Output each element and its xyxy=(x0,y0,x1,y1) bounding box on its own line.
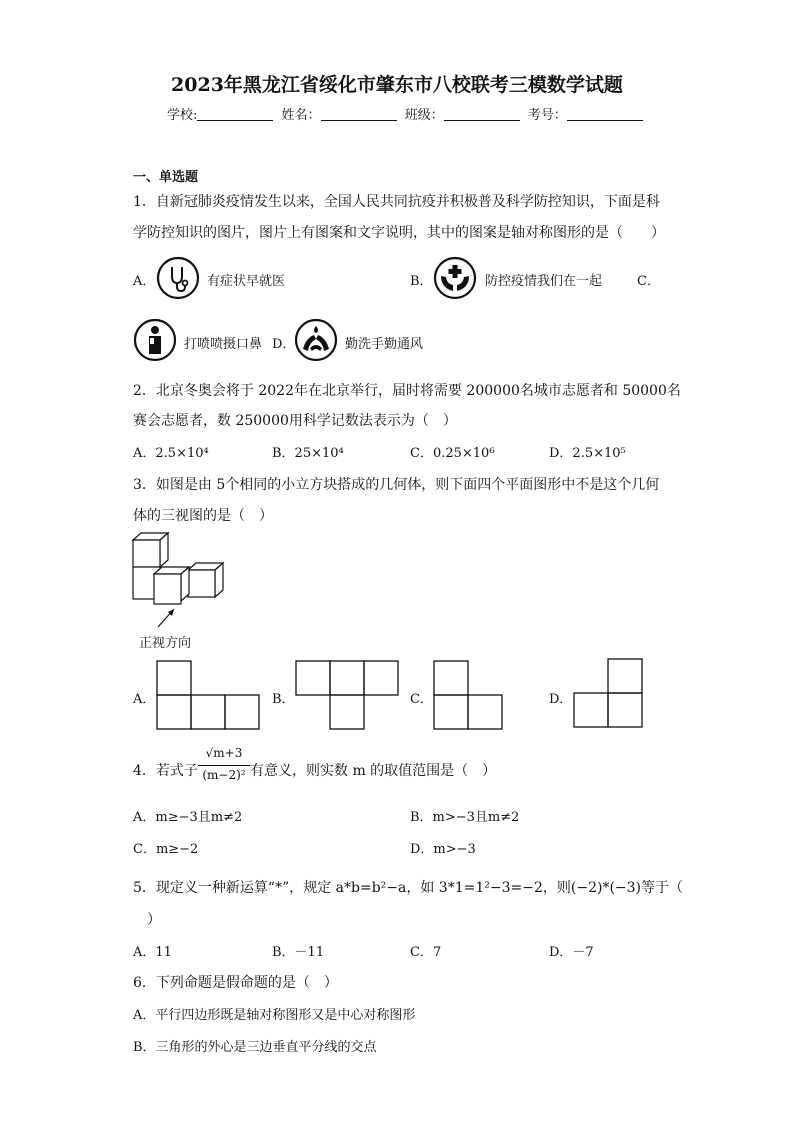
q1-option-a-label: A． xyxy=(133,274,156,289)
q4-option-b: B．m>−3且m≠2 xyxy=(410,810,520,825)
exam-no-label: 考号： xyxy=(527,108,567,123)
q1-option-a-text: 有症状早就医 xyxy=(207,274,286,289)
q3-option-c-label: C． xyxy=(410,692,433,707)
q3-option-d-label: D． xyxy=(549,692,573,707)
q4-lead: 4．若式子 xyxy=(133,763,198,779)
q4-option-c: C．m≥−2 xyxy=(133,842,199,857)
q5-line2: ） xyxy=(133,912,161,928)
handwash-icon xyxy=(294,318,338,362)
q5-option-c: C．7 xyxy=(410,945,442,960)
q3-line1: 3．如图是由 5个相同的小立方块搭成的几何体，则下面四个平面图形中不是这个几何 xyxy=(133,477,660,493)
q3-line2: 体的三视图的是（ ） xyxy=(133,508,273,524)
name-blank xyxy=(321,108,397,121)
q5-option-a: A．11 xyxy=(133,945,172,960)
q5-line1: 5．现定义一种新运算“*”，规定 a*b=b²−a，如 3*1=1²−3=−2，则(−2)*(−3)等于（ xyxy=(133,880,684,896)
q1-line1: 1．自新冠肺炎疫情发生以来，全国人民共同抗疫并积极普及科学防控知识，下面是科 xyxy=(133,194,660,210)
stethoscope-icon xyxy=(156,256,200,300)
q2-line1: 2．北京冬奥会将于 2022年在北京举行，届时将需要 200000名城市志愿者和 50000名 xyxy=(133,383,681,399)
q2-option-d: D．2.5×10⁵ xyxy=(549,446,626,461)
class-blank xyxy=(444,108,520,121)
q4-option-d: D．m>−3 xyxy=(410,842,476,857)
q2-option-b: B．25×10⁴ xyxy=(272,446,344,461)
exam-no-blank xyxy=(567,108,643,121)
student-info-line xyxy=(167,104,647,123)
q6-option-b: B．三角形的外心是三边垂直平分线的交点 xyxy=(133,1040,377,1055)
page-title: 2023年黑龙江省绥化市肇东市八校联考三模数学试题 xyxy=(171,74,623,96)
q3-option-b-figure xyxy=(295,660,401,730)
q3-option-a-figure xyxy=(156,660,262,730)
school-blank xyxy=(197,108,273,121)
q3-option-c-figure xyxy=(433,660,505,730)
q4-fraction-bar xyxy=(198,765,250,766)
mask-person-icon xyxy=(133,318,177,362)
q5-option-b: B．－11 xyxy=(272,945,325,960)
class-label: 班级： xyxy=(404,108,444,123)
q4-denominator: (m−2)² xyxy=(202,768,246,782)
q2-option-c: C．0.25×10⁶ xyxy=(410,446,495,461)
school-label: 学校: xyxy=(167,108,198,123)
q3-option-d-figure xyxy=(573,658,645,730)
cube-solid-figure xyxy=(130,530,240,630)
q2-line2: 赛会志愿者，数 250000用科学记数法表示为（ ） xyxy=(133,413,457,429)
q2-option-a: A．2.5×10⁴ xyxy=(133,446,209,461)
q6-line1: 6．下列命题是假命题的是（ ） xyxy=(133,975,338,991)
q1-option-c-text: 打喷喷摄口鼻 xyxy=(184,337,263,352)
q1-line2: 学防控知识的图片，图片上有图案和文字说明，其中的图案是轴对称图形的是（ ） xyxy=(133,225,665,241)
q1-option-d-label: D． xyxy=(272,337,296,352)
q5-option-d: D．－7 xyxy=(549,945,594,960)
front-direction-label: 正视方向 xyxy=(139,636,192,651)
q1-option-b-label: B． xyxy=(410,274,433,289)
section-heading: 一、单选题 xyxy=(133,170,199,185)
q6-option-a: A．平行四边形既是轴对称图形又是中心对称图形 xyxy=(133,1008,416,1023)
q3-option-b-label: B． xyxy=(272,692,295,707)
name-label: 姓名： xyxy=(281,108,321,123)
q4-option-a: A．m≥−3且m≠2 xyxy=(133,810,243,825)
q3-option-a-label: A． xyxy=(133,692,156,707)
q4-tail: 有意义，则实数 m 的取值范围是（ ） xyxy=(250,763,497,779)
q1-option-d-text: 勤洗手勤通风 xyxy=(345,337,424,352)
q1-option-c-label: C． xyxy=(637,274,660,289)
q4-numerator: √m+3 xyxy=(205,746,243,760)
q1-option-b-text: 防控疫情我们在一起 xyxy=(485,274,603,289)
hands-cross-icon xyxy=(433,256,477,300)
